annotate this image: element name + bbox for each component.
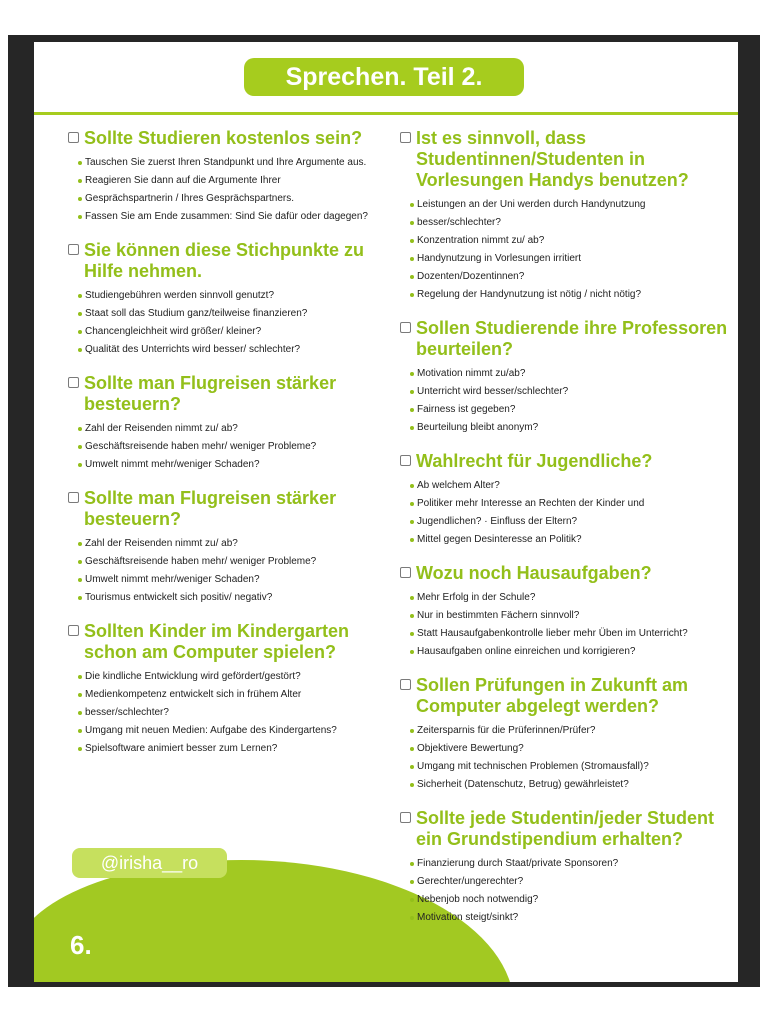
topic-section (68, 621, 406, 758)
topic-point: Handynutzung in Vorlesungen irritiert (410, 250, 736, 268)
topic-point: Spielsoftware animiert besser zum Lernen? (78, 740, 406, 758)
topic-point: Motivation nimmt zu/ab? (410, 365, 736, 383)
topic-point: Gerechter/ungerechter? (410, 873, 736, 891)
topic-point: besser/schlechter? (410, 214, 736, 232)
topic-point: Geschäftsreisende haben mehr/ weniger Probleme? (78, 438, 406, 456)
topic-point: Unterricht wird besser/schlechter? (410, 383, 736, 401)
topic-point: Umgang mit neuen Medien: Aufgabe des Kindergartens? (78, 722, 406, 740)
topic-point: Objektivere Bewertung? (410, 740, 736, 758)
topic-point: besser/schlechter? (78, 704, 406, 722)
page-number: 6. (70, 930, 92, 960)
topic-heading: Sollte jede Studentin/jeder Student ein Grundstipendium erhalten? (416, 808, 715, 849)
topic-point: Beurteilung bleibt anonym? (410, 419, 736, 437)
checkbox-icon[interactable] (400, 455, 411, 466)
topic-point: Umwelt nimmt mehr/weniger Schaden? (78, 571, 406, 589)
topic-point: Tourismus entwickelt sich positiv/ negativ? (78, 589, 406, 607)
topic-section (400, 563, 736, 661)
checkbox-icon[interactable] (400, 132, 411, 143)
topic-point: Ab welchem Alter? (410, 477, 736, 495)
topic-point: Fassen Sie am Ende zusammen: Sind Sie dafür oder dagegen? (78, 208, 406, 226)
topic-point: Chancengleichheit wird größer/ kleiner? (78, 323, 406, 341)
topic-section (400, 808, 736, 927)
topic-section (68, 373, 406, 474)
topic-point: Fairness ist gegeben? (410, 401, 736, 419)
topic-point: Nebenjob noch notwendig? (410, 891, 736, 909)
topic-heading: Sollte man Flugreisen stärker besteuern? (84, 373, 337, 414)
checkbox-icon[interactable] (400, 679, 411, 690)
author-handle-badge: @irisha__ro (72, 848, 227, 878)
topic-point: Leistungen an der Uni werden durch Handynutzung (410, 196, 736, 214)
topic-point: Sicherheit (Datenschutz, Betrug) gewährleistet? (410, 776, 736, 794)
topic-heading: Sollen Studierende ihre Professoren beurteilen? (416, 318, 728, 359)
topic-point: Jugendlichen? · Einfluss der Eltern? (410, 513, 736, 531)
checkbox-icon[interactable] (68, 625, 79, 636)
topic-point: Politiker mehr Interesse an Rechten der Kinder und (410, 495, 736, 513)
topic-point: Mittel gegen Desinteresse an Politik? (410, 531, 736, 549)
topic-point: Qualität des Unterrichts wird besser/ schlechter? (78, 341, 406, 359)
topic-section (68, 488, 406, 607)
topic-point: Umgang mit technischen Problemen (Stromausfall)? (410, 758, 736, 776)
topic-section (68, 128, 406, 226)
topic-point: Finanzierung durch Staat/private Sponsoren? (410, 855, 736, 873)
checkbox-icon[interactable] (400, 567, 411, 578)
worksheet-page (34, 42, 738, 982)
topic-point: Konzentration nimmt zu/ ab? (410, 232, 736, 250)
topic-point: Nur in bestimmten Fächern sinnvoll? (410, 607, 736, 625)
topic-point: Mehr Erfolg in der Schule? (410, 589, 736, 607)
topic-point: Geschäftsreisende haben mehr/ weniger Probleme? (78, 553, 406, 571)
topic-heading: Wahlrecht für Jugendliche? (416, 451, 653, 471)
checkbox-icon[interactable] (68, 132, 79, 143)
topic-point: Tauschen Sie zuerst Ihren Standpunkt und Ihre Argumente aus. (78, 154, 406, 172)
topic-section (400, 318, 736, 437)
topic-section (400, 451, 736, 549)
topic-point: Studiengebühren werden sinnvoll genutzt? (78, 287, 406, 305)
page-title: Sprechen. Teil 2. (244, 58, 524, 96)
topic-heading: Sollten Kinder im Kindergarten schon am Computer spielen? (84, 621, 350, 662)
topic-section (400, 128, 736, 304)
topic-heading: Ist es sinnvoll, dass Studentinnen/Studenten in Vorlesungen Handys benutzen? (416, 128, 689, 190)
topic-heading: Sollen Prüfungen in Zukunft am Computer abgelegt werden? (416, 675, 688, 716)
topic-point: Umwelt nimmt mehr/weniger Schaden? (78, 456, 406, 474)
topic-point: Regelung der Handynutzung ist nötig / nicht nötig? (410, 286, 736, 304)
topic-heading: Sie können diese Stichpunkte zu Hilfe nehmen. (84, 240, 365, 281)
title-divider (34, 112, 738, 115)
topic-heading: Sollte Studieren kostenlos sein? (84, 128, 363, 148)
topic-point: Reagieren Sie dann auf die Argumente Ihrer (78, 172, 406, 190)
checkbox-icon[interactable] (400, 812, 411, 823)
topic-point: Hausaufgaben online einreichen und korrigieren? (410, 643, 736, 661)
topic-heading: Wozu noch Hausaufgaben? (416, 563, 652, 583)
topic-point: Statt Hausaufgabenkontrolle lieber mehr Üben im Unterricht? (410, 625, 736, 643)
topic-point: Zahl der Reisenden nimmt zu/ ab? (78, 535, 406, 553)
topic-point: Staat soll das Studium ganz/teilweise finanzieren? (78, 305, 406, 323)
checkbox-icon[interactable] (68, 244, 79, 255)
topic-section (400, 675, 736, 794)
checkbox-icon[interactable] (68, 492, 79, 503)
topic-point: Dozenten/Dozentinnen? (410, 268, 736, 286)
left-column (68, 128, 406, 772)
checkbox-icon[interactable] (400, 322, 411, 333)
topic-point: Motivation steigt/sinkt? (410, 909, 736, 927)
checkbox-icon[interactable] (68, 377, 79, 388)
topic-point: Medienkompetenz entwickelt sich in frühem Alter (78, 686, 406, 704)
topic-heading: Sollte man Flugreisen stärker besteuern? (84, 488, 337, 529)
topic-point: Die kindliche Entwicklung wird gefördert/gestört? (78, 668, 406, 686)
topic-point: Gesprächspartnerin / Ihres Gesprächspartners. (78, 190, 406, 208)
topic-section (68, 240, 406, 359)
right-column (400, 128, 736, 941)
topic-point: Zahl der Reisenden nimmt zu/ ab? (78, 420, 406, 438)
topic-point: Zeitersparnis für die Prüferinnen/Prüfer? (410, 722, 736, 740)
